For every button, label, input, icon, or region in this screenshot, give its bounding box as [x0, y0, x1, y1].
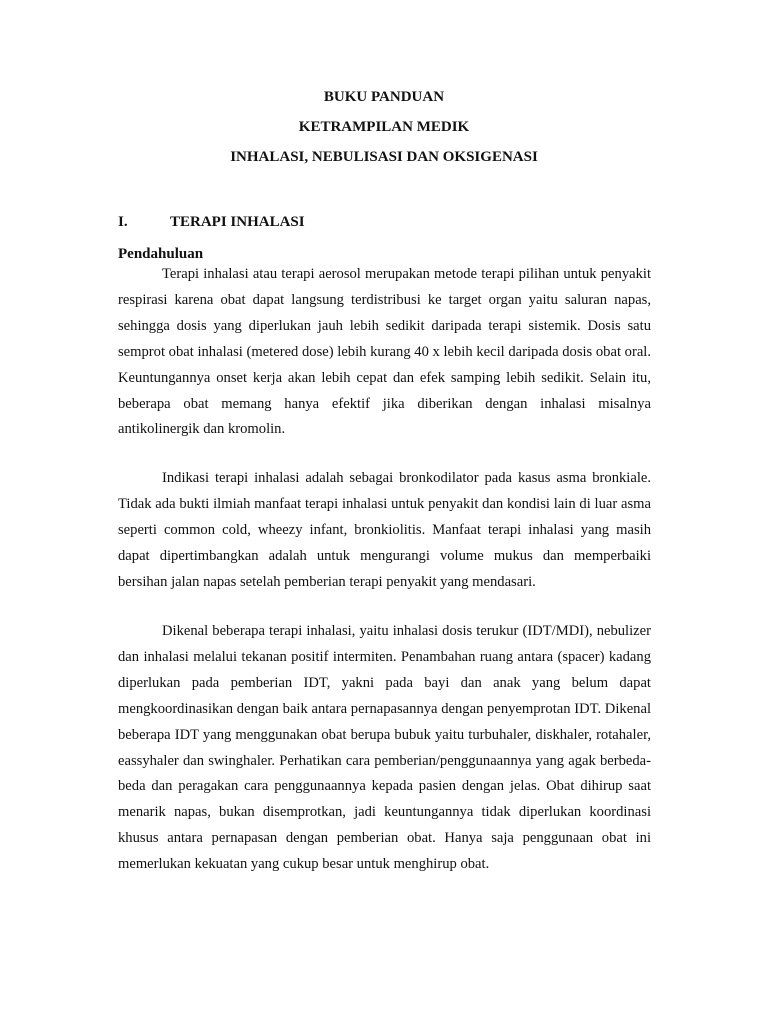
- subheading-pendahuluan: Pendahuluan: [118, 246, 204, 262]
- section-number: I.: [118, 214, 128, 230]
- paragraph-1: Terapi inhalasi atau terapi aerosol merupakan metode terapi pilihan untuk penyakit respirasi karena obat dapat langsung terdistribusi ke target organ yaitu saluran napas, sehingga dosis yang diperlukan jauh lebih sedikit daripada terapi sistemik. Dosis satu semprot obat inhalasi (metered dose) lebih kurang 40 x lebih kecil daripada dosis obat oral. Keuntungannya onset kerja akan lebih cepat dan efek samping lebih sedikit. Selain itu, beberapa obat memang hanya efektif jika diberikan dengan inhalasi misalnya antikolinergik dan kromolin.: [118, 266, 651, 438]
- section-heading: [118, 211, 305, 233]
- document-title: [0, 86, 768, 176]
- section-title: TERAPI INHALASI: [170, 214, 305, 230]
- paragraph-3: Dikenal beberapa terapi inhalasi, yaitu inhalasi dosis terukur (IDT/MDI), nebulizer dan inhalasi melalui tekanan positif intermiten. Penambahan ruang antara (spacer) kadang diperlukan pada pemberian IDT, yakni pada bayi dan anak yang belum dapat mengkoordinasikan dengan baik antara pernapasannya dengan penyemprotan IDT. Dikenal beberapa IDT yang menggunakan obat berupa bubuk yaitu turbuhaler, diskhaler, rotahaler, eassyhaler dan swinghaler. Perhatikan cara pemberian/penggunaannya yang agak berbeda-beda dan peragakan cara penggunaannya kepada pasien dengan jelas. Obat dihirup saat menarik napas, bukan disemprotkan, jadi keuntungannya tidak diperlukan koordinasi khusus antara pernapasan dengan pemberian obat. Hanya saja penggunaan obat ini memerlukan kekuatan yang cukup besar untuk menghirup obat.: [118, 623, 651, 873]
- title-line-2: KETRAMPILAN MEDIK: [298, 119, 470, 135]
- title-line-1: BUKU PANDUAN: [323, 89, 445, 105]
- paragraph-2: Indikasi terapi inhalasi adalah sebagai bronkodilator pada kasus asma bronkiale. Tidak ada bukti ilmiah manfaat terapi inhalasi untuk penyakit dan kondisi lain di luar asma seperti common cold, wheezy infant, bronkiolitis. Manfaat terapi inhalasi yang masih dapat dipertimbangkan adalah untuk mengurangi volume mukus dan memperbaiki bersihan jalan napas setelah pemberian terapi penyakit yang mendasari.: [118, 470, 651, 590]
- title-line-3: INHALASI, NEBULISASI DAN OKSIGENASI: [230, 149, 538, 165]
